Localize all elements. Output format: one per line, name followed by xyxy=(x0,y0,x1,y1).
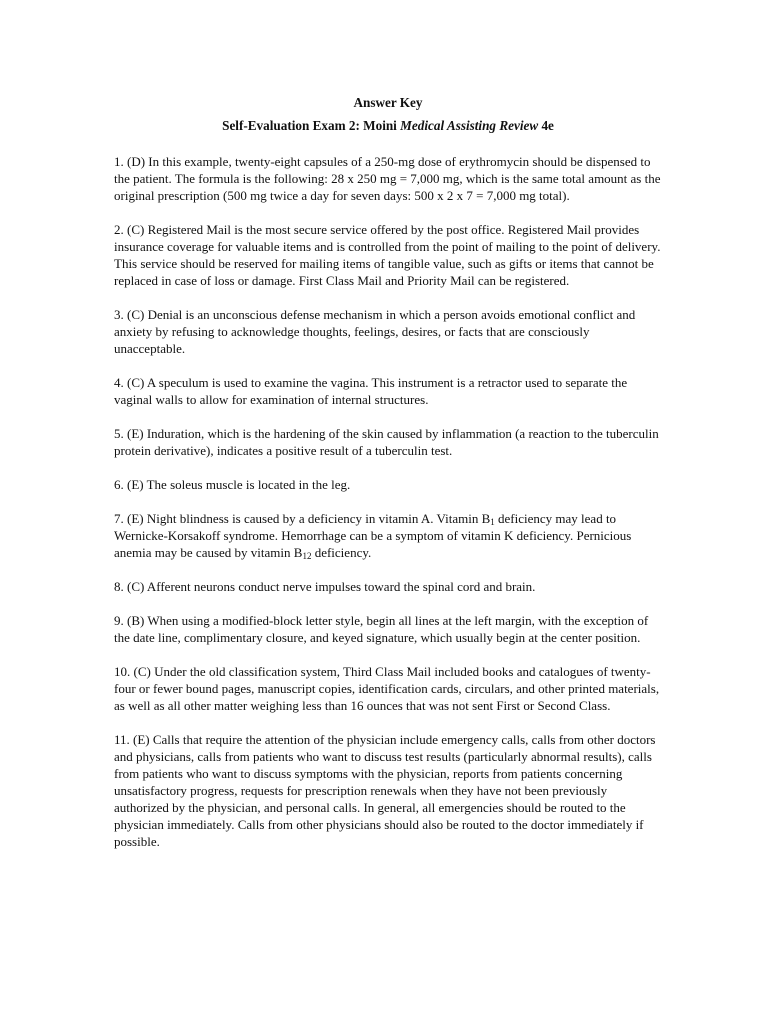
answer-3: 3. (C) Denial is an unconscious defense mechanism in which a person avoids emotional conflict and anxiety by refusing to acknowledge thoughts, feelings, desires, or facts that are consciously unacceptable. xyxy=(114,307,636,356)
answer-7-part-1: 7. (E) Night blindness is caused by a deficiency in vitamin A. Vitamin B xyxy=(114,511,491,526)
answer-7-part-3: deficiency. xyxy=(311,545,372,560)
answer-6: 6. (E) The soleus muscle is located in the leg. xyxy=(114,477,351,492)
answer-7 xyxy=(114,510,662,561)
answer-7-subscript-1: 1 xyxy=(490,517,495,527)
answer-10: 10. (C) Under the old classification system, Third Class Mail included books and catalogues of twenty-four or fewer bound pages, manuscript copies, identification cards, circulars, and other printed materials, as well as all other matter weighing less than 16 ounces that was not sent First or Second Class. xyxy=(114,664,660,713)
document-title: Answer Key xyxy=(353,95,423,110)
answer-7-subscript-12: 12 xyxy=(302,551,312,561)
answer-7-part-2: deficiency may lead to Wernicke-Korsakoff syndrome. Hemorrhage can be a symptom of vitamin K deficiency. Pernicious anemia may be caused by vitamin B xyxy=(114,511,632,560)
document-subtitle xyxy=(114,117,662,134)
answer-list xyxy=(114,153,662,850)
answer-5: 5. (E) Induration, which is the hardening of the skin caused by inflammation (a reaction to the tuberculin protein derivative), indicates a positive result of a tuberculin test. xyxy=(114,426,659,458)
answer-11: 11. (E) Calls that require the attention of the physician include emergency calls, calls from other doctors and physicians, calls from patients who want to discuss test results (particularly abnormal results), calls from patients who want to discuss symptoms with the physician, reports from patients concerning unsatisfactory progress, requests for prescription renewals when they have not been previously authorized by the physician, and personal calls. In general, all emergencies should be routed to the physician immediately. Calls from other physicians should also be routed to the doctor immediately if possible. xyxy=(114,732,656,849)
answer-9: 9. (B) When using a modified-block letter style, begin all lines at the left margin, with the exception of the date line, complimentary closure, and keyed signature, which usually begin at the center position. xyxy=(114,613,649,645)
document-page xyxy=(114,90,662,850)
answer-2: 2. (C) Registered Mail is the most secure service offered by the post office. Registered Mail provides insurance coverage for valuable items and is controlled from the point of mailing to the point of delivery. This service should be reserved for mailing items of tangible value, such as gifts or items that cannot be replaced in case of loss or damage. First Class Mail and Priority Mail can be registered. xyxy=(114,222,661,288)
subtitle-suffix: 4e xyxy=(538,118,554,133)
subtitle-prefix: Self-Evaluation Exam 2: Moini xyxy=(222,118,401,133)
subtitle-book-title: Medical Assisting Review xyxy=(400,118,539,133)
answer-8: 8. (C) Afferent neurons conduct nerve impulses toward the spinal cord and brain. xyxy=(114,579,536,594)
answer-1: 1. (D) In this example, twenty-eight capsules of a 250-mg dose of erythromycin should be dispensed to the patient. The formula is the following: 28 x 250 mg = 7,000 mg, which is the same total amount as the original prescription (500 mg twice a day for seven days: 500 x 2 x 7 = 7,000 mg total). xyxy=(114,154,661,203)
answer-4: 4. (C) A speculum is used to examine the vagina. This instrument is a retractor used to separate the vaginal walls to allow for examination of internal structures. xyxy=(114,375,628,407)
